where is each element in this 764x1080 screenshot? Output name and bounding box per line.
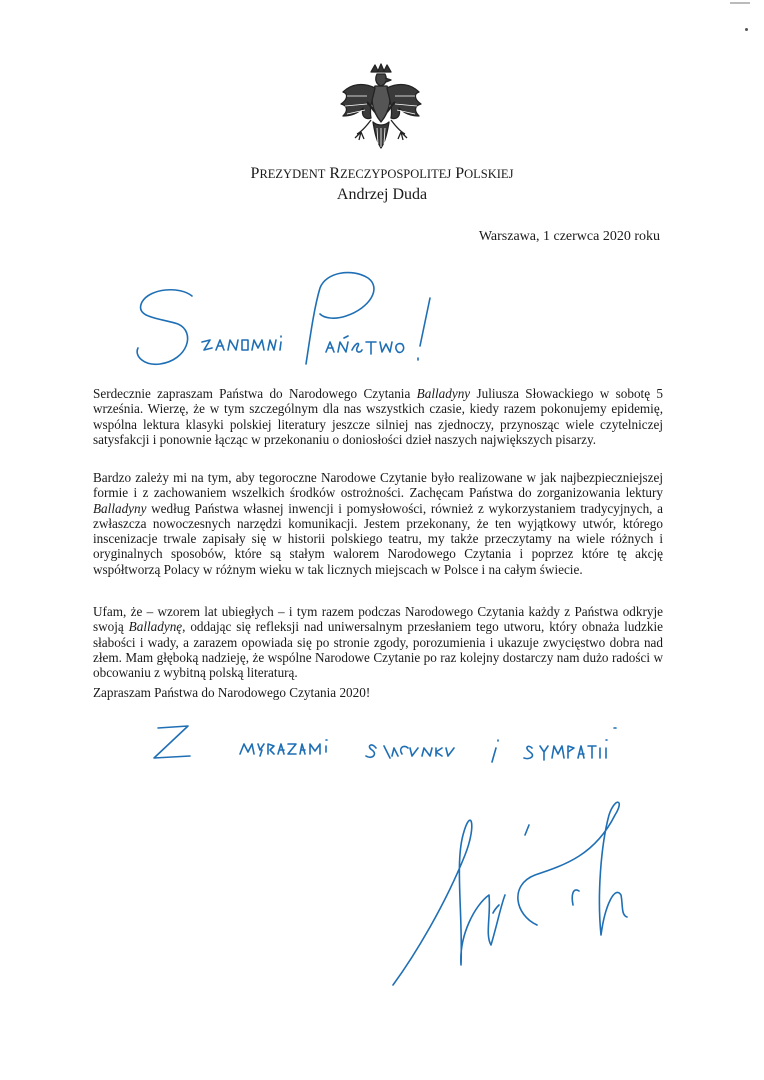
polish-eagle-emblem-icon	[337, 62, 425, 162]
office-title	[0, 165, 764, 183]
body-paragraph-2	[93, 470, 663, 577]
office-title-part: OLSKIEJ	[464, 167, 514, 181]
paragraph-text: , oddając się refleksji nad uniwersalnym przesłaniem tego utworu, który obnaża ludzkie słabości i wady, a zarazem opowiada się po stronie zgody, porozumienia i ukazuje zwycięstwo dobra nad złem. Mam głęboką nadzieję, że wspólne Narodowe Czytanie po raz kolejny dostarczy nam dużo radości w obcowaniu z wybitną polską literaturą.	[93, 619, 663, 681]
book-title: Balladyny	[93, 500, 147, 516]
dateline: Warszawa, 1 czerwca 2020 roku	[478, 229, 660, 244]
office-title-part: REZYDENT	[259, 167, 326, 181]
book-title: Balladynę	[128, 619, 183, 635]
paragraph-text: według Państwa własnej inwencji i pomysłowości, również z wykorzystaniem tradycyjnych, a zwłaszcza nowoczesnych narzędzi komunikacji. Jestem przekonany, że ten wyjątkowy utwór, którego inscenizacje trwale zapisały się w historii polskiego teatru, my także przeczytamy na wiele różnych i oryginalnych sposobów, które są stałym walorem Narodowego Czytania i poprzez które tę akcję współtworzą Polacy w różnym wieku w tak licznych miejscach w Polsce i na całym świecie.	[93, 500, 663, 577]
office-title-part: ZECZYPOSPOLITEJ	[340, 167, 452, 181]
scan-artifact-dot	[745, 28, 748, 31]
handwritten-signature	[365, 795, 665, 995]
paragraph-text: Bardzo zależy mi na tym, aby tegoroczne Narodowe Czytanie było realizowane w jak najbezpieczniejszej formie i z zachowaniem wszelkich środków ostrożności. Zachęcam Państwa do zorganizowania lektury	[93, 470, 663, 501]
handwritten-salutation	[130, 268, 450, 378]
author-name: Andrzej Duda	[336, 186, 428, 203]
office-title-part: R	[325, 165, 341, 182]
body-paragraph-3	[93, 604, 663, 680]
office-title-part: P	[250, 165, 260, 182]
office-title-part: P	[451, 165, 465, 182]
book-title: Balladyny	[416, 386, 471, 401]
scan-artifact	[730, 2, 750, 4]
paragraph-text: Juliusza Słowackiego w sobotę 5 września. Wierzę, że w tym szczególnym dla nas wszystkich czasie, kiedy razem pokonujemy epidemię, wspólna lektura klasyki polskiej literatury jeszcze silniej nas zjednoczy, przynosząc wiele czytelniczej satysfakcji i ponownie łącząc w przekonaniu o doniosłości dzieł naszych największych pisarzy.	[93, 386, 663, 447]
body-paragraph-4: Zapraszam Państwa do Narodowego Czytania 2020!	[93, 685, 371, 700]
paragraph-text: Ufam, że – wzorem lat ubiegłych – i tym razem podczas Narodowego Czytania każdy z Państwa odkryje swoją	[93, 604, 663, 635]
paragraph-text: Serdecznie zapraszam Państwa do Narodowego Czytania	[93, 386, 417, 401]
body-paragraph-1	[93, 386, 663, 447]
handwritten-closing	[140, 718, 660, 788]
